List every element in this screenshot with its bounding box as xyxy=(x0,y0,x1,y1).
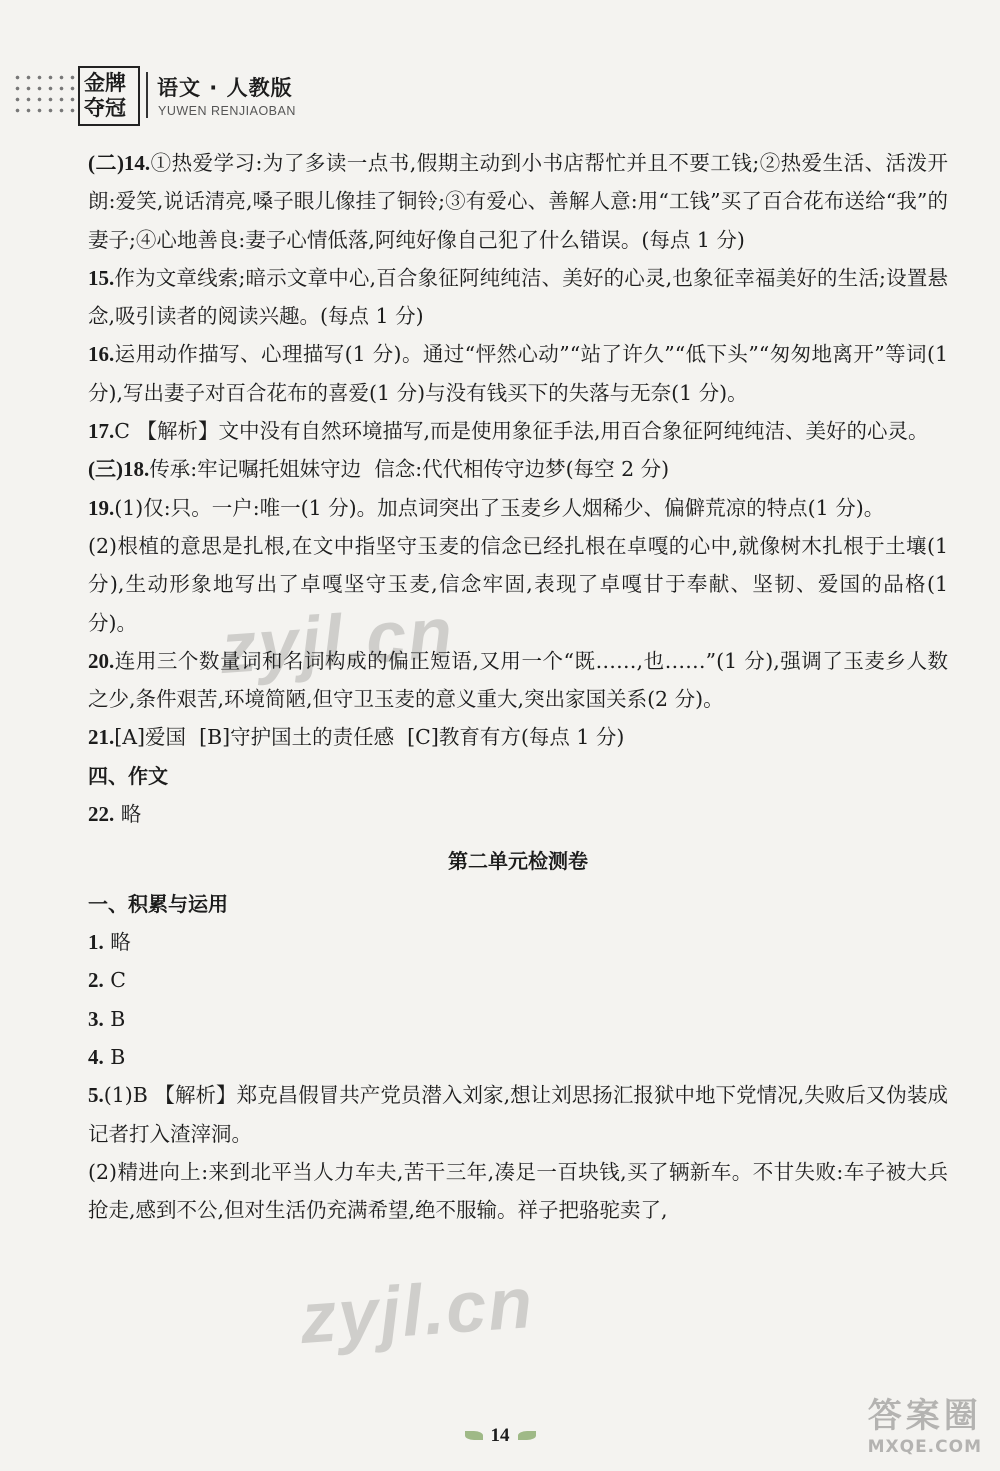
page-footer xyxy=(0,1425,1000,1447)
decorative-dots xyxy=(12,72,78,118)
book-header xyxy=(12,64,312,132)
header-divider xyxy=(146,72,148,118)
unit2-answer-3: 3. B xyxy=(88,1006,126,1031)
answer-21: 21.[A]爱国 [B]守护国土的责任感 [C]教育有方(每点 1 分) xyxy=(88,725,625,750)
answer-17: 17.C 【解析】文中没有自然环境描写,而是使用象征手法,用百合象征阿纯纯洁、美好的心灵。 xyxy=(88,419,929,444)
answer-22: 22. 略 xyxy=(88,801,142,826)
answer-16: 16.运用动作描写、心理描写(1 分)。通过“怦然心动”“站了许久”“低下头”“匆匆地离开”等词(1 分),写出妻子对百合花布的喜爱(1 分)与没有钱买下的失落与无奈(1 分)。 xyxy=(88,342,948,405)
answer-20: 20.连用三个数量词和名词构成的偏正短语,又用一个“既……,也……”(1 分),强调了玉麦乡人数之少,条件艰苦,环境简陋,但守卫玉麦的意义重大,突出家国关系(2 分)。 xyxy=(88,648,948,712)
unit2-part1-heading: 一、积累与运用 xyxy=(88,892,228,917)
answer-15: 15.作为文章线索;暗示文章中心,百合象征阿纯纯洁、美好的心灵,也象征幸福美好的生活;设置悬念,吸引读者的阅读兴趣。(每点 1 分) xyxy=(88,265,948,329)
unit2-answer-5-2: (2)精进向上:来到北平当人力车夫,苦干三年,凑足一百块钱,买了辆新车。不甘失败:车子被大兵抢走,感到不公,但对生活仍充满希望,绝不服输。祥子把骆驼卖了, xyxy=(88,1159,948,1223)
answer-14: (二)14.①热爱学习:为了多读一点书,假期主动到小书店帮忙并且不要工钱;②热爱生活、活泼开朗:爱笑,说话清亮,嗓子眼儿像挂了铜铃;③有爱心、善解人意:用“工钱”买了百合花布送给“我”的妻子;④心地善良:妻子心情低落,阿纯好像自己犯了什么错误。(每点 1 分) xyxy=(88,151,948,252)
corner-watermark-top: 答案圈 xyxy=(867,1396,982,1436)
logo-line2: 夺冠 xyxy=(84,96,126,120)
section-composition: 四、作文 xyxy=(88,763,168,788)
corner-watermark-bottom: MXQE.COM xyxy=(867,1437,982,1457)
unit2-title: 第二单元检测卷 xyxy=(448,849,588,874)
answer-19-2: (2)根植的意思是扎根,在文中指坚守玉麦的信念已经扎根在卓嘎的心中,就像树木扎根于土壤(1 分),生动形象地写出了卓嘎坚守玉麦,信念牢固,表现了卓嘎甘于奉献、坚韧、爱国的品格(1 分)。 xyxy=(88,533,948,635)
logo-line1: 金牌 xyxy=(84,71,126,95)
answer-19-1: 19.(1)仅:只。一户:唯一(1 分)。加点词突出了玉麦乡人烟稀少、偏僻荒凉的特点(1 分)。 xyxy=(88,495,885,520)
unit2-answer-2: 2. C xyxy=(88,968,126,993)
unit2-answer-5-1: 5.(1)B 【解析】郑克昌假冒共产党员潜入刘家,想让刘思扬汇报狱中地下党情况,失败后又伪装成记者打入渣滓洞。 xyxy=(88,1083,948,1146)
answer-18: (三)18.传承:牢记嘱托姐妹守边 信念:代代相传守边梦(每空 2 分) xyxy=(88,457,670,482)
subject-english: YUWEN RENJIAOBAN xyxy=(158,104,296,118)
unit2-answer-1: 1. 略 xyxy=(88,930,131,955)
watermark-mid: zyjl.cn xyxy=(217,592,457,690)
page-number: 14 xyxy=(461,1425,540,1447)
subject-title: 语文 · 人教版 xyxy=(157,76,293,100)
watermark-bottom: zyjl.cn xyxy=(297,1262,537,1360)
answer-content xyxy=(88,144,948,1229)
corner-watermark xyxy=(868,1388,982,1457)
brand-logo xyxy=(78,66,140,126)
unit2-answer-4: 4. B xyxy=(88,1044,126,1069)
